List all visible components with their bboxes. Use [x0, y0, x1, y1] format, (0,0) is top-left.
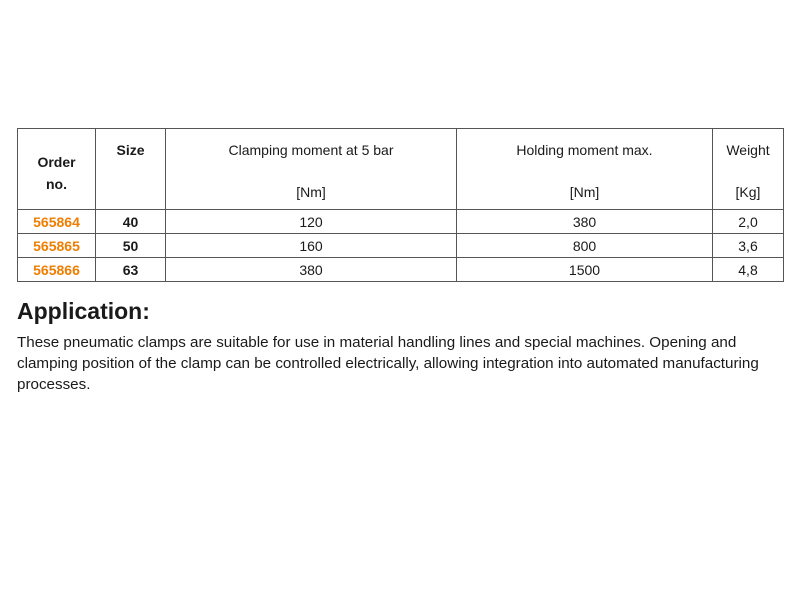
- header-order-no: [18, 129, 96, 210]
- order-no-cell: [18, 210, 96, 234]
- order-no-link[interactable]: 565865: [33, 237, 80, 254]
- weight-cell: 4,8: [713, 258, 784, 282]
- header-clamping-unit: [Nm]: [296, 184, 326, 200]
- weight-cell: 2,0: [713, 210, 784, 234]
- header-weight-label: Weight: [726, 142, 770, 158]
- header-holding-unit: [Nm]: [569, 184, 600, 200]
- header-size-label: Size: [116, 142, 145, 158]
- order-no-cell: [18, 258, 96, 282]
- clamping-cell: 160: [166, 234, 457, 258]
- table-row: [18, 210, 784, 234]
- header-order-label: Order: [37, 154, 76, 170]
- header-holding-label: Holding moment max.: [516, 142, 653, 158]
- table-header-row: [18, 129, 784, 210]
- table-row: [18, 258, 784, 282]
- size-cell: 40: [96, 210, 166, 234]
- size-cell: 63: [96, 258, 166, 282]
- clamping-cell: 380: [166, 258, 457, 282]
- header-clamping-label: Clamping moment at 5 bar: [228, 142, 394, 158]
- holding-cell: 1500: [457, 258, 713, 282]
- order-no-cell: [18, 234, 96, 258]
- size-cell: 50: [96, 234, 166, 258]
- table-row: [18, 234, 784, 258]
- header-clamping-moment: [166, 129, 457, 210]
- holding-cell: 380: [457, 210, 713, 234]
- application-description: These pneumatic clamps are suitable for use in material handling lines and special machines. Opening and clamping position of the clamp can be controlled electrically, allowing integration into automated manufacturing processes.: [17, 334, 759, 393]
- header-holding-moment: [457, 129, 713, 210]
- header-weight-unit: [Kg]: [735, 184, 761, 200]
- weight-cell: 3,6: [713, 234, 784, 258]
- clamping-cell: 120: [166, 210, 457, 234]
- header-weight: [713, 129, 784, 210]
- holding-cell: 800: [457, 234, 713, 258]
- specification-table: [17, 128, 784, 282]
- header-order-label-2: no.: [46, 176, 67, 192]
- order-no-link[interactable]: 565864: [33, 213, 80, 230]
- application-heading: Application:: [17, 298, 150, 324]
- order-no-link[interactable]: 565866: [33, 261, 80, 278]
- header-size: [96, 129, 166, 210]
